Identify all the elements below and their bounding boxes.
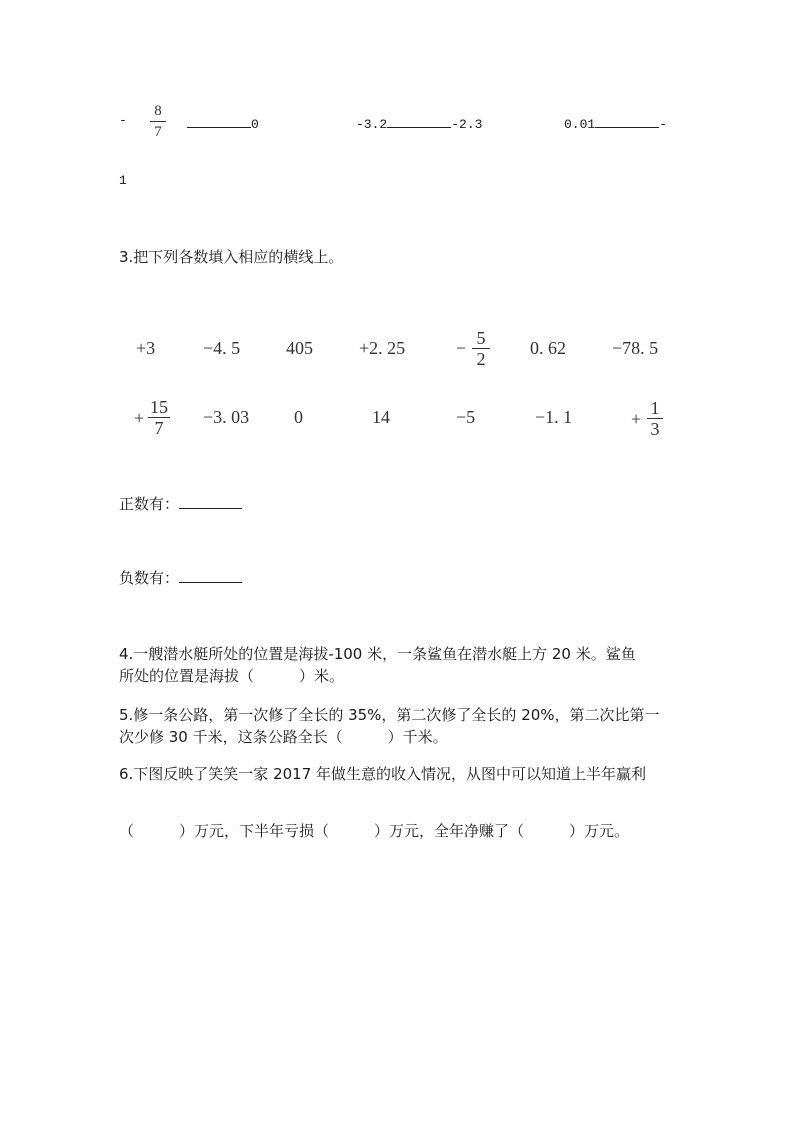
number-item: 0. 62 xyxy=(530,338,566,358)
question-6-line-2: （ ）万元，下半年亏损（ ）万元，全年净赚了（ ）万元。 xyxy=(119,822,630,840)
fraction-denominator: 7 xyxy=(154,418,164,438)
compare-left-value: 0.01 xyxy=(564,117,596,132)
number-item: +3 xyxy=(136,338,156,358)
number-item: −78. 5 xyxy=(612,338,659,358)
number-item: +2. 25 xyxy=(359,338,406,358)
number-item: −1. 1 xyxy=(535,407,573,427)
positive-label: 正数有： xyxy=(119,495,180,513)
number-item: 14 xyxy=(372,407,390,427)
fraction-numerator: 5 xyxy=(476,328,486,348)
number-item: −4. 5 xyxy=(203,338,241,358)
fraction-denominator: 2 xyxy=(476,349,486,369)
number-item: −5 xyxy=(456,407,476,427)
negative-numbers-row xyxy=(119,567,242,588)
answer-blank[interactable] xyxy=(595,113,659,128)
positive-answer-blank[interactable] xyxy=(179,494,242,509)
fraction-denominator: 3 xyxy=(650,419,660,439)
question-6-line-1: 6.下图反映了笑笑一家 2017 年做生意的收入情况，从图中可以知道上半年赢利 xyxy=(119,765,647,783)
fraction-numerator: 1 xyxy=(650,398,660,418)
fraction-sign: + xyxy=(134,408,145,428)
answer-blank[interactable] xyxy=(387,113,451,128)
question-5-line-1: 5.修一条公路，第一次修了全长的 35%，第二次修了全长的 20%，第二次比第一 xyxy=(119,706,660,724)
fraction-numerator: 8 xyxy=(154,103,162,119)
fraction-1-3 xyxy=(647,399,663,438)
fraction-8-7 xyxy=(150,102,166,141)
compare-left-value: -3.2 xyxy=(356,117,388,132)
answer-blank[interactable] xyxy=(187,113,251,128)
positive-numbers-row xyxy=(119,493,242,514)
wrapped-value: 1 xyxy=(119,173,127,188)
minus-sign: - xyxy=(119,113,127,128)
compare-item-2 xyxy=(356,113,482,132)
compare-right-value: 0 xyxy=(251,117,259,132)
fraction-15-7 xyxy=(148,398,170,437)
fraction-sign: + xyxy=(631,409,642,429)
question-5-line-2: 次少修 30 千米，这条公路全长（ ）千米。 xyxy=(119,728,448,746)
fraction-denominator: 7 xyxy=(154,124,162,140)
question-3-title: 3.把下列各数填入相应的横线上。 xyxy=(119,248,344,266)
compare-item-1 xyxy=(187,113,259,132)
fraction-sign: − xyxy=(456,338,467,358)
number-item: 405 xyxy=(286,338,313,358)
compare-right-value: -2.3 xyxy=(451,117,483,132)
negative-label: 负数有： xyxy=(119,569,180,587)
fraction-bar xyxy=(150,121,166,122)
number-item: 0 xyxy=(294,407,303,427)
compare-right-value: - xyxy=(659,117,668,132)
negative-answer-blank[interactable] xyxy=(179,568,242,583)
fraction-5-2 xyxy=(472,329,490,368)
fraction-numerator: 15 xyxy=(150,397,168,417)
question-4-line-2: 所处的位置是海拔（ ）米。 xyxy=(119,667,345,685)
compare-item-3 xyxy=(564,113,667,132)
number-item: −3. 03 xyxy=(203,407,250,427)
question-4-line-1: 4.一艘潜水艇所处的位置是海拔-100 米，一条鲨鱼在潜水艇上方 20 米。鲨鱼 xyxy=(119,645,636,663)
